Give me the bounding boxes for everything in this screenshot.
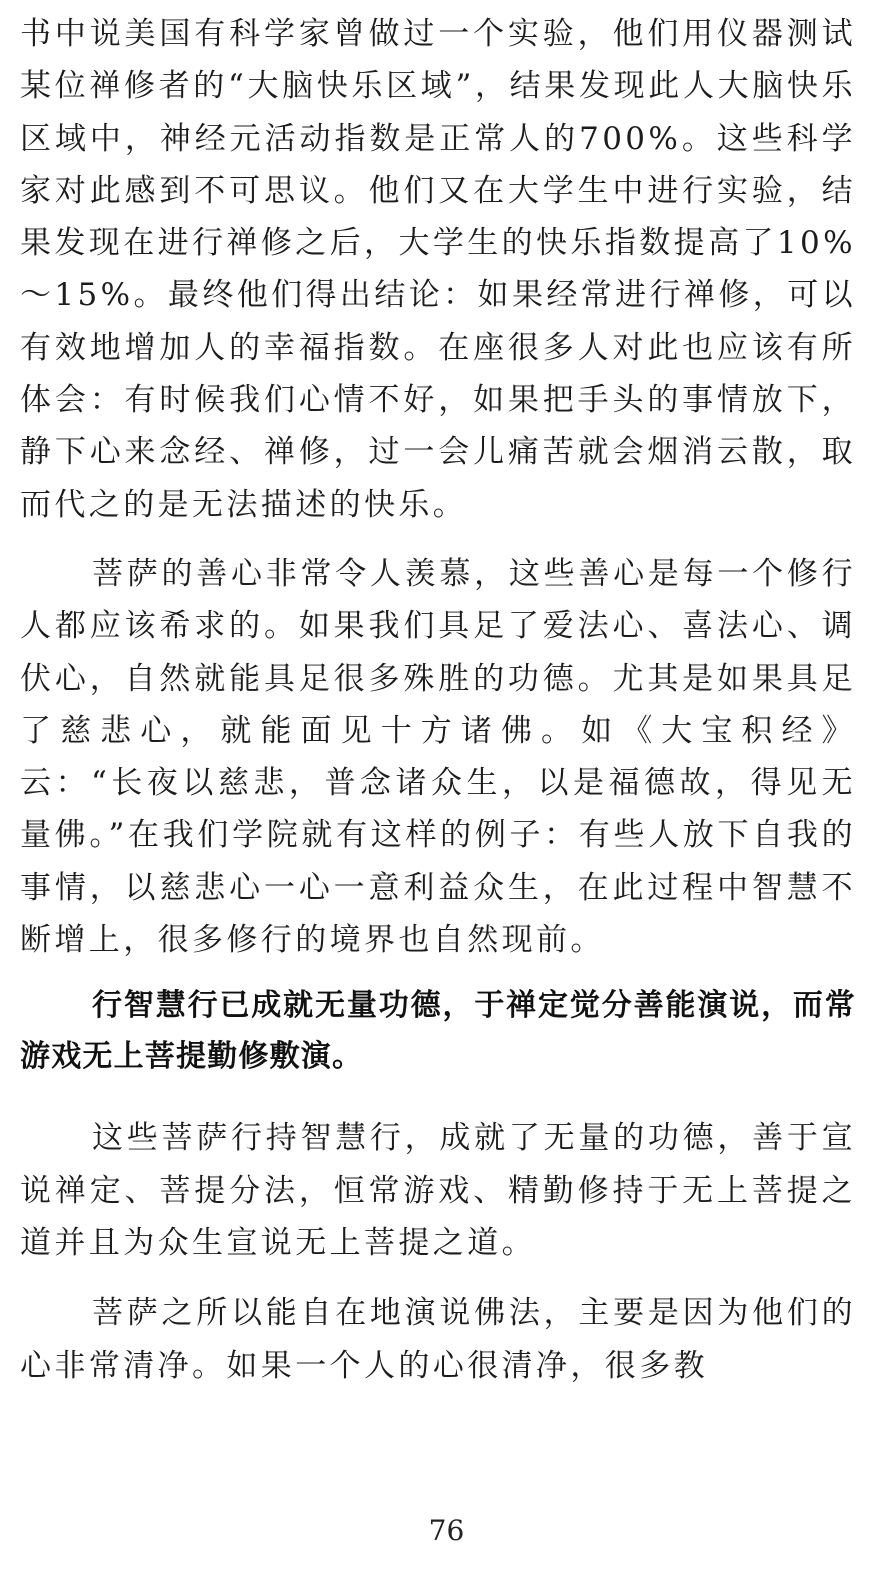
sutra-quote: 行智慧行已成就无量功德，于禅定觉分善能演说，而常游戏无上菩提勤修敷演。 — [20, 988, 856, 1075]
paragraph-commentary: 这些菩萨行持智慧行，成就了无量的功德，善于宣说禅定、菩提分法，恒常游戏、精勤修持于无上菩提之道并且为众生宣说无上菩提之道。 — [20, 1120, 856, 1261]
page-content — [20, 8, 856, 1392]
paragraph-experiment: 书中说美国有科学家曾做过一个实验，他们用仪器测试某位禅修者的“大脑快乐区域”，结果发现此人大脑快乐区域中，神经元活动指数是正常人的700%。这些科学家对此感到不可思议。他们又在大学生中进行实验，结果发现在进行禅修之后，大学生的快乐指数提高了10%～15%。最终他们得出结论：如果经常进行禅修，可以有效地增加人的幸福指数。在座很多人对此也应该有所体会：有时候我们心情不好，如果把手头的事情放下，静下心来念经、禅修，过一会儿痛苦就会烟消云散，取而代之的是无法描述的快乐。 — [20, 16, 856, 523]
page-number: 76 — [428, 1514, 465, 1547]
paragraph-bodhisattva-virtue: 菩萨的善心非常令人羡慕，这些善心是每一个修行人都应该希求的。如果我们具足了爱法心、喜法心、调伏心，自然就能具足很多殊胜的功德。尤其是如果具足了慈悲心，就能面见十方诸佛。如《大宝积经》云：“长夜以慈悲，普念诸众生，以是福德故，得见无量佛。”在我们学院就有这样的例子：有些人放下自我的事情，以慈悲心一心一意利益众生，在此过程中智慧不断增上，很多修行的境界也自然现前。 — [20, 555, 856, 959]
paragraph-pure-mind: 菩萨之所以能自在地演说佛法，主要是因为他们的心非常清净。如果一个人的心很清净，很多教 — [20, 1295, 856, 1384]
